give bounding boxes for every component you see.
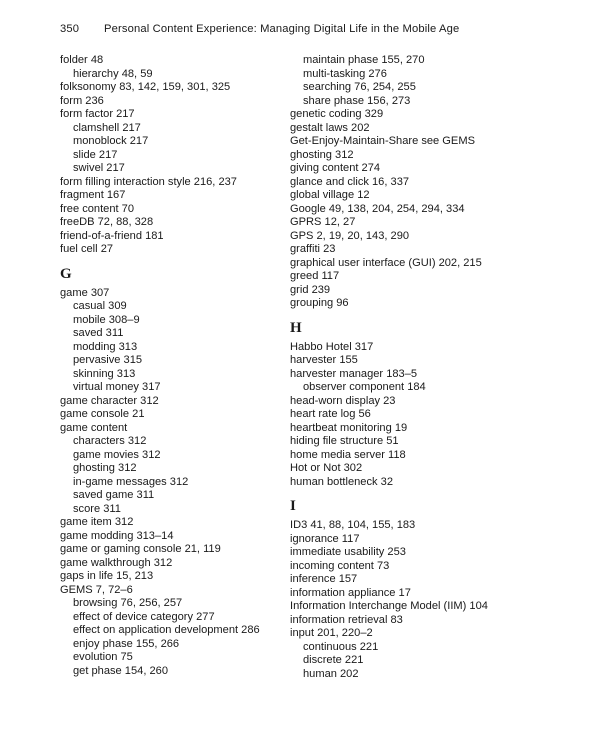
index-entry: home media server 118	[290, 448, 406, 461]
index-subentry: slide 217	[73, 148, 118, 161]
index-entry: greed 117	[290, 270, 340, 282]
index-entry: heartbeat monitoring 19	[290, 421, 408, 434]
index-entry: graphical user interface (GUI) 202, 215	[290, 256, 482, 269]
index-subentry: effect on application development 286	[73, 624, 260, 636]
index-entry: game character 312	[60, 394, 159, 407]
index-entry: gaps in life 15, 213	[60, 570, 154, 582]
index-subentry: score 311	[73, 502, 121, 515]
index-entry: head-worn display 23	[290, 394, 396, 407]
index-entry: Get-Enjoy-Maintain-Share see GEMS	[290, 135, 475, 147]
index-subentry: share phase 156, 273	[303, 94, 411, 107]
index-entry: friend-of-a-friend 181	[60, 229, 164, 242]
index-entry: grid 239	[290, 283, 331, 296]
index-entry: immediate usability 253	[290, 546, 406, 558]
index-column-right	[290, 54, 570, 681]
index-entry: fuel cell 27	[60, 243, 114, 255]
index-subentry: skinning 313	[73, 367, 136, 380]
index-subentry: multi-tasking 276	[303, 67, 387, 80]
index-subentry: saved game 311	[73, 489, 155, 501]
index-subentry: continuous 221	[303, 640, 379, 653]
index-entry: form filling interaction style 216, 237	[60, 175, 237, 188]
index-subentry: maintain phase 155, 270	[303, 54, 425, 66]
index-entry: game 307	[60, 286, 110, 299]
index-subentry: hierarchy 48, 59	[73, 67, 153, 80]
index-subentry: casual 309	[73, 300, 127, 312]
index-subentry: effect of device category 277	[73, 610, 215, 623]
index-subentry: in-game messages 312	[73, 475, 189, 488]
index-entry: Hot or Not 302	[290, 462, 363, 474]
index-subentry: saved 311	[73, 327, 124, 339]
index-entry: form factor 217	[60, 108, 135, 120]
index-entry: harvester 155	[290, 354, 358, 366]
index-subentry: characters 312	[73, 435, 147, 447]
index-entry: hiding file structure 51	[290, 435, 399, 447]
index-subentry: clamshell 217	[73, 121, 141, 134]
index-subentry: get phase 154, 260	[73, 664, 168, 677]
index-entry: input 201, 220–2	[290, 627, 373, 639]
index-entry: genetic coding 329	[290, 108, 384, 120]
index-entry: GPS 2, 19, 20, 143, 290	[290, 229, 410, 242]
index-entry: giving content 274	[290, 162, 381, 174]
index-subentry: monoblock 217	[73, 135, 149, 147]
index-entry: fragment 167	[60, 189, 126, 201]
index-subentry: mobile 308–9	[73, 313, 140, 326]
index-entry: ghosting 312	[290, 148, 354, 161]
index-entry: game or gaming console 21, 119	[60, 543, 221, 555]
index-entry: game modding 313–14	[60, 529, 174, 542]
index-column-left	[60, 54, 275, 678]
index-entry: game content	[60, 421, 128, 434]
index-subentry: evolution 75	[73, 651, 133, 663]
index-entry: Information Interchange Model (IIM) 104	[290, 600, 488, 612]
index-subentry: pervasive 315	[73, 354, 143, 366]
index-entry: game console 21	[60, 408, 145, 420]
index-entry: incoming content 73	[290, 559, 390, 572]
index-section-letter: G	[60, 265, 72, 282]
index-entry: folksonomy 83, 142, 159, 301, 325	[60, 81, 231, 93]
index-entry: human bottleneck 32	[290, 475, 393, 488]
index-subentry: swivel 217	[73, 162, 125, 174]
index-entry: form 236	[60, 94, 104, 107]
index-entry: grouping 96	[290, 297, 349, 309]
index-entry: harvester manager 183–5	[290, 367, 418, 380]
index-subentry: observer component 184	[303, 381, 426, 393]
index-entry: inference 157	[290, 573, 358, 585]
index-subentry: browsing 76, 256, 257	[73, 597, 183, 609]
index-section-letter: I	[290, 498, 296, 514]
index-entry: folder 48	[60, 54, 104, 66]
index-entry: gestalt laws 202	[290, 121, 370, 134]
index-entry: Google 49, 138, 204, 254, 294, 334	[290, 202, 465, 215]
index-subentry: enjoy phase 155, 266	[73, 637, 180, 650]
index-entry: global village 12	[290, 189, 370, 201]
index-section-letter: H	[290, 319, 302, 336]
index-entry: game item 312	[60, 516, 134, 528]
index-subentry: discrete 221	[303, 654, 364, 666]
index-entry: game walkthrough 312	[60, 556, 173, 569]
index-subentry: human 202	[303, 667, 359, 680]
page-number: 350	[60, 23, 80, 35]
index-entry: glance and click 16, 337	[290, 175, 410, 188]
index-entry: ignorance 117	[290, 532, 360, 545]
running-header	[60, 23, 560, 35]
index-entry: Habbo Hotel 317	[290, 340, 374, 353]
index-subentry: searching 76, 254, 255	[303, 81, 416, 93]
index-entry: graffiti 23	[290, 243, 336, 255]
index-subentry: game movies 312	[73, 448, 161, 461]
running-title: Personal Content Experience: Managing Digital Life in the Mobile Age	[104, 23, 460, 35]
index-entry: information retrieval 83	[290, 613, 403, 626]
index-subentry: modding 313	[73, 340, 138, 353]
index-entry: freeDB 72, 88, 328	[60, 216, 154, 228]
index-entry: free content 70	[60, 202, 135, 215]
index-subentry: ghosting 312	[73, 462, 137, 474]
index-subentry: virtual money 317	[73, 381, 161, 393]
index-entry: information appliance 17	[290, 586, 411, 599]
index-entry: GEMS 7, 72–6	[60, 583, 133, 596]
index-entry: ID3 41, 88, 104, 155, 183	[290, 519, 416, 531]
index-entry: GPRS 12, 27	[290, 216, 356, 228]
index-entry: heart rate log 56	[290, 408, 371, 420]
